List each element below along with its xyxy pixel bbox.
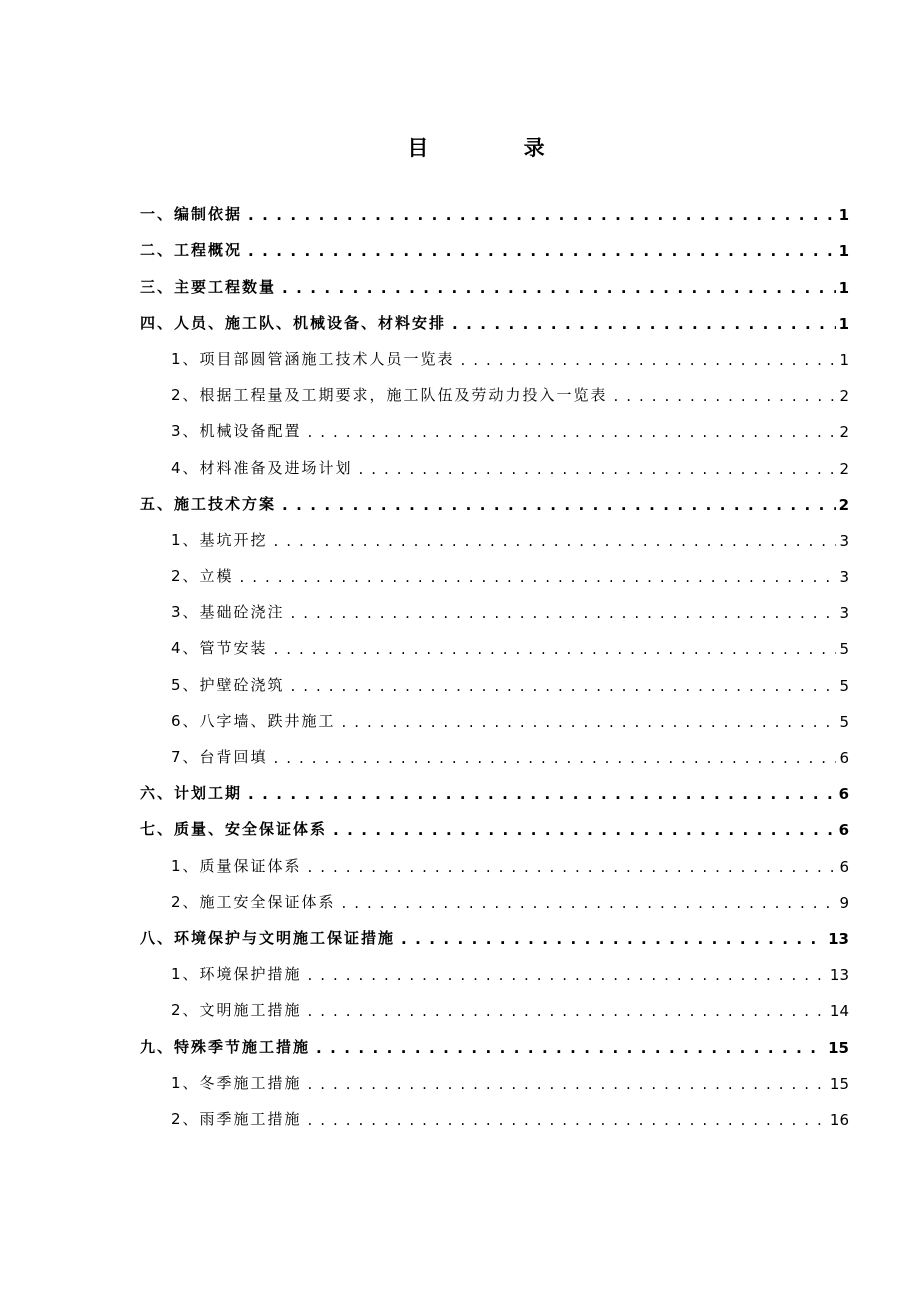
toc-entry-page-number: 1 bbox=[838, 314, 849, 333]
toc-entry-page-number: 6 bbox=[839, 857, 849, 876]
toc-entry-label: 八、环境保护与文明施工保证措施 bbox=[140, 928, 396, 947]
toc-dot-leader bbox=[240, 568, 837, 586]
toc-entry[interactable] bbox=[140, 811, 849, 847]
toc-dot-leader bbox=[308, 423, 837, 441]
toc-entry-page-number: 3 bbox=[839, 531, 849, 550]
toc-entry-page-number: 5 bbox=[839, 676, 849, 695]
toc-entry-page-number: 6 bbox=[838, 821, 849, 840]
toc-dot-leader bbox=[333, 821, 836, 839]
toc-entry-label: 2、施工安全保证体系 bbox=[171, 892, 336, 911]
toc-dot-leader bbox=[274, 749, 837, 767]
toc-entry-page-number: 5 bbox=[839, 640, 849, 659]
toc-entry-label: 5、护壁砼浇筑 bbox=[171, 675, 285, 694]
toc-dot-leader bbox=[248, 206, 836, 224]
toc-entry-label: 2、文明施工措施 bbox=[171, 1001, 302, 1020]
toc-entry-page-number: 15 bbox=[829, 1074, 849, 1093]
toc-dot-leader bbox=[248, 242, 836, 260]
toc-entry-page-number: 13 bbox=[828, 929, 849, 948]
toc-entry-page-number: 2 bbox=[838, 495, 849, 514]
toc-entry-page-number: 1 bbox=[838, 242, 849, 261]
toc-entry-page-number: 2 bbox=[839, 459, 849, 478]
toc-entry-label: 3、基础砼浇注 bbox=[171, 603, 285, 622]
toc-entry-label: 三、主要工程数量 bbox=[140, 277, 277, 296]
toc-entry-page-number: 6 bbox=[839, 749, 849, 767]
toc-entry[interactable] bbox=[140, 196, 849, 232]
toc-entry-label: 1、项目部圆管涵施工技术人员一览表 bbox=[171, 349, 455, 368]
toc-entry-page-number: 1 bbox=[839, 350, 849, 369]
toc-dot-leader bbox=[452, 315, 836, 333]
toc-dot-leader bbox=[342, 713, 837, 731]
toc-entry[interactable] bbox=[140, 486, 849, 522]
toc-dot-leader bbox=[282, 496, 836, 514]
toc-dot-leader bbox=[401, 930, 825, 948]
toc-entry-page-number: 5 bbox=[839, 712, 849, 731]
toc-entry-label: 6、八字墙、跌井施工 bbox=[171, 711, 336, 730]
table-of-contents bbox=[140, 196, 849, 1137]
toc-entry[interactable] bbox=[140, 920, 849, 956]
toc-dot-leader bbox=[308, 858, 837, 876]
toc-dot-leader bbox=[308, 1111, 827, 1129]
toc-entry[interactable] bbox=[140, 1065, 849, 1101]
toc-entry-label: 3、机械设备配置 bbox=[171, 422, 302, 441]
toc-entry-page-number: 15 bbox=[828, 1038, 849, 1057]
toc-entry-page-number: 1 bbox=[838, 206, 849, 225]
toc-entry-page-number: 2 bbox=[839, 423, 849, 442]
toc-entry-page-number: 3 bbox=[839, 568, 849, 587]
toc-entry[interactable] bbox=[140, 739, 849, 775]
toc-entry[interactable] bbox=[140, 413, 849, 449]
toc-entry-label: 四、人员、施工队、机械设备、材料安排 bbox=[140, 313, 447, 332]
toc-entry[interactable] bbox=[140, 305, 849, 341]
toc-entry[interactable] bbox=[140, 884, 849, 920]
toc-entry-page-number: 3 bbox=[839, 604, 849, 623]
toc-entry-label: 4、管节安装 bbox=[171, 639, 268, 658]
toc-entry[interactable] bbox=[140, 666, 849, 702]
toc-dot-leader bbox=[291, 604, 837, 622]
toc-entry-label: 1、基坑开挖 bbox=[171, 530, 268, 549]
toc-dot-leader bbox=[614, 387, 837, 405]
toc-entry[interactable] bbox=[140, 1101, 849, 1137]
toc-dot-leader bbox=[274, 532, 837, 550]
toc-entry-label: 二、工程概况 bbox=[140, 241, 243, 260]
toc-entry-label: 2、雨季施工措施 bbox=[171, 1109, 302, 1128]
toc-entry-label: 1、环境保护措施 bbox=[171, 965, 302, 984]
toc-entry[interactable] bbox=[140, 1028, 849, 1064]
toc-entry-label: 4、材料准备及进场计划 bbox=[171, 458, 353, 477]
toc-entry[interactable] bbox=[140, 341, 849, 377]
toc-dot-leader bbox=[282, 279, 836, 297]
toc-entry-page-number: 2 bbox=[839, 387, 849, 406]
toc-entry-page-number: 13 bbox=[829, 966, 849, 985]
toc-entry-page-number: 16 bbox=[829, 1110, 849, 1129]
toc-entry[interactable] bbox=[140, 775, 849, 811]
toc-entry[interactable] bbox=[140, 449, 849, 485]
toc-entry[interactable] bbox=[140, 268, 849, 304]
toc-entry-label: 六、计划工期 bbox=[140, 784, 243, 803]
toc-dot-leader bbox=[308, 1002, 827, 1020]
toc-entry[interactable] bbox=[140, 630, 849, 666]
toc-entry-label: 九、特殊季节施工措施 bbox=[140, 1037, 311, 1056]
toc-entry[interactable] bbox=[140, 594, 849, 630]
toc-entry-page-number: 9 bbox=[839, 893, 849, 912]
toc-entry-page-number: 1 bbox=[838, 278, 849, 297]
toc-entry-label: 2、立模 bbox=[171, 567, 234, 586]
toc-entry-label: 七、质量、安全保证体系 bbox=[140, 820, 328, 839]
toc-dot-leader bbox=[316, 1039, 825, 1057]
toc-entry[interactable] bbox=[140, 992, 849, 1028]
toc-entry-page-number: 14 bbox=[829, 1002, 849, 1021]
toc-entry-label: 1、质量保证体系 bbox=[171, 856, 302, 875]
page-title: 目 录 bbox=[407, 136, 589, 161]
toc-entry[interactable] bbox=[140, 522, 849, 558]
toc-entry-label: 五、施工技术方案 bbox=[140, 494, 277, 513]
toc-entry-label: 2、根据工程量及工期要求，施工队伍及劳动力投入一览表 bbox=[171, 386, 608, 405]
toc-entry-label: 一、编制依据 bbox=[140, 205, 243, 224]
toc-dot-leader bbox=[248, 785, 836, 803]
toc-dot-leader bbox=[342, 894, 837, 912]
toc-dot-leader bbox=[308, 1075, 827, 1093]
toc-dot-leader bbox=[274, 640, 837, 658]
toc-dot-leader bbox=[359, 460, 837, 478]
toc-entry[interactable] bbox=[140, 956, 849, 992]
toc-entry[interactable] bbox=[140, 232, 849, 268]
toc-entry-page-number: 6 bbox=[838, 785, 849, 804]
toc-entry[interactable] bbox=[140, 847, 849, 883]
toc-entry-label: 1、冬季施工措施 bbox=[171, 1073, 302, 1092]
toc-dot-leader bbox=[291, 677, 837, 695]
toc-entry[interactable] bbox=[140, 558, 849, 594]
toc-dot-leader bbox=[308, 966, 827, 984]
toc-entry[interactable] bbox=[140, 703, 849, 739]
toc-entry-label: 7、台背回填 bbox=[171, 748, 268, 766]
toc-dot-leader bbox=[461, 351, 837, 369]
toc-entry[interactable] bbox=[140, 377, 849, 413]
